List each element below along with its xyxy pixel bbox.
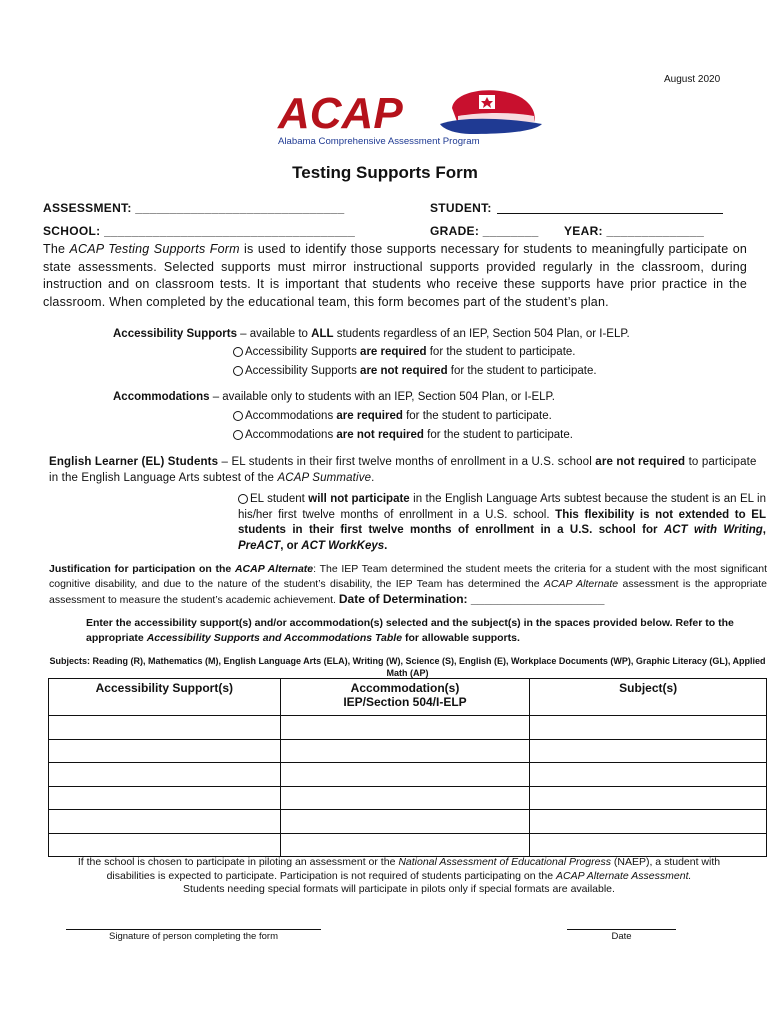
col-header-accessibility: Accessibility Support(s): [49, 679, 281, 716]
table-cell[interactable]: [530, 833, 767, 857]
table-cell[interactable]: [49, 833, 281, 857]
table-row: [49, 739, 767, 763]
radio-circle-icon[interactable]: [233, 430, 243, 440]
accommodations-heading: Accommodations – available only to students with an IEP, Section 504 Plan, or I-ELP.: [113, 391, 555, 403]
school-field[interactable]: SCHOOL: ____________________________________: [43, 224, 356, 238]
table-cell[interactable]: [49, 810, 281, 834]
radio-circle-icon[interactable]: [233, 411, 243, 421]
table-cell[interactable]: [530, 739, 767, 763]
table-cell[interactable]: [280, 833, 530, 857]
el-not-participate-option[interactable]: EL student will not participate in the English Language Arts subtest because the student is an EL in his/her first twelve months of enrollment in a U.S. school. This flexibility is not extended to EL students in their first twelve months of enrollment in a U.S. school for ACT with Writing, PreACT, or ACT WorkKeys.: [238, 493, 766, 552]
year-field[interactable]: YEAR: ______________: [564, 224, 705, 238]
radio-circle-icon[interactable]: [233, 366, 243, 376]
col-header-accommodations: Accommodation(s) IEP/Section 504/I-ELP: [280, 679, 530, 716]
supports-table: [48, 678, 767, 857]
table-cell[interactable]: [49, 716, 281, 740]
radio-circle-icon[interactable]: [233, 347, 243, 357]
signature-label: Signature of person completing the form: [109, 931, 278, 942]
table-cell[interactable]: [280, 739, 530, 763]
table-cell[interactable]: [49, 763, 281, 787]
table-cell[interactable]: [530, 786, 767, 810]
table-cell[interactable]: [280, 716, 530, 740]
table-row: [49, 810, 767, 834]
page-title: Testing Supports Form: [292, 163, 478, 182]
accommodations-not-required-option[interactable]: Accommodations are not required for the student to participate.: [233, 429, 573, 441]
logo-subtitle: Alabama Comprehensive Assessment Program: [278, 136, 480, 147]
baseball-cap-icon: [440, 90, 542, 134]
date-of-determination-field[interactable]: Date of Determination: ____________________: [338, 592, 605, 606]
document-date: August 2020: [664, 74, 721, 85]
assessment-field[interactable]: ASSESSMENT: ______________________________: [43, 201, 345, 215]
el-heading: English Learner (EL) Students – EL students in their first twelve months of enrollment in a U.S. school are not required to participate in the English Language Arts subtest of the ACAP Summative.: [49, 456, 757, 484]
table-cell[interactable]: [530, 716, 767, 740]
table-cell[interactable]: [49, 739, 281, 763]
date-label: Date: [611, 931, 632, 942]
subjects-legend: Subjects: Reading (R), Mathematics (M), English Language Arts (ELA), Writing (W), Science (S), English (E), Workplace Documents (WP), Graphic Literacy (GL), Applied Math (AP): [49, 656, 766, 678]
student-field[interactable]: [497, 213, 723, 214]
acap-logo: [272, 86, 548, 150]
table-header-row: [49, 679, 767, 716]
table-cell[interactable]: [530, 810, 767, 834]
date-line[interactable]: [567, 929, 676, 930]
logo-text: ACAP: [278, 89, 403, 138]
student-field-label: STUDENT:: [430, 201, 492, 215]
alternate-justification: Justification for participation on the ACAP Alternate: The IEP Team determined the student meets the criteria for a student with the most significant cognitive disability, and due to the nature of the student’s disability, the IEP Team has determined the ACAP Alternate assessment is the appropriate assessment to measure the student’s academic achievement. Date of Determination: ____________________: [49, 563, 768, 606]
table-cell[interactable]: [530, 763, 767, 787]
table-cell[interactable]: [280, 786, 530, 810]
radio-circle-icon[interactable]: [238, 494, 248, 504]
footer-note: If the school is chosen to participate in piloting an assessment or the National Assessment of Educational Progress (NAEP), a student with disabilities is expected to participate. Participation is not required of students participating on the ACAP Alternate Assessment. Students needing special formats will participate in pilots only if special formats are available.: [77, 856, 721, 895]
table-cell[interactable]: [280, 763, 530, 787]
accessibility-not-required-option[interactable]: Accessibility Supports are not required for the student to participate.: [233, 365, 597, 377]
table-cell[interactable]: [280, 810, 530, 834]
table-row: [49, 786, 767, 810]
accommodations-required-option[interactable]: Accommodations are required for the student to participate.: [233, 410, 552, 422]
table-row: [49, 716, 767, 740]
grade-field[interactable]: GRADE: ________: [430, 224, 539, 238]
signature-line[interactable]: [66, 929, 321, 930]
table-row: [49, 833, 767, 857]
accessibility-required-option[interactable]: Accessibility Supports are required for the student to participate.: [233, 346, 575, 358]
col-header-subjects: Subject(s): [530, 679, 767, 716]
instructions: Enter the accessibility support(s) and/or accommodation(s) selected and the subject(s) in the spaces provided below. Refer to the appropriate Accessibility Supports and Accommodations Table for allowable supports.: [86, 617, 734, 644]
accessibility-heading: Accessibility Supports – available to ALL students regardless of an IEP, Section 504 Plan, or I-ELP.: [113, 328, 630, 340]
table-row: [49, 763, 767, 787]
intro-paragraph: The ACAP Testing Supports Form is used to identify those supports necessary for students to meaningfully participate on state assessments. Selected supports must mirror instructional supports provided regularly in the classroom, during instruction and on classroom tests. It is important that students who receive these supports have prior practice in the classroom. When completed by the educational team, this form becomes part of the student’s plan.: [43, 242, 748, 309]
table-cell[interactable]: [49, 786, 281, 810]
